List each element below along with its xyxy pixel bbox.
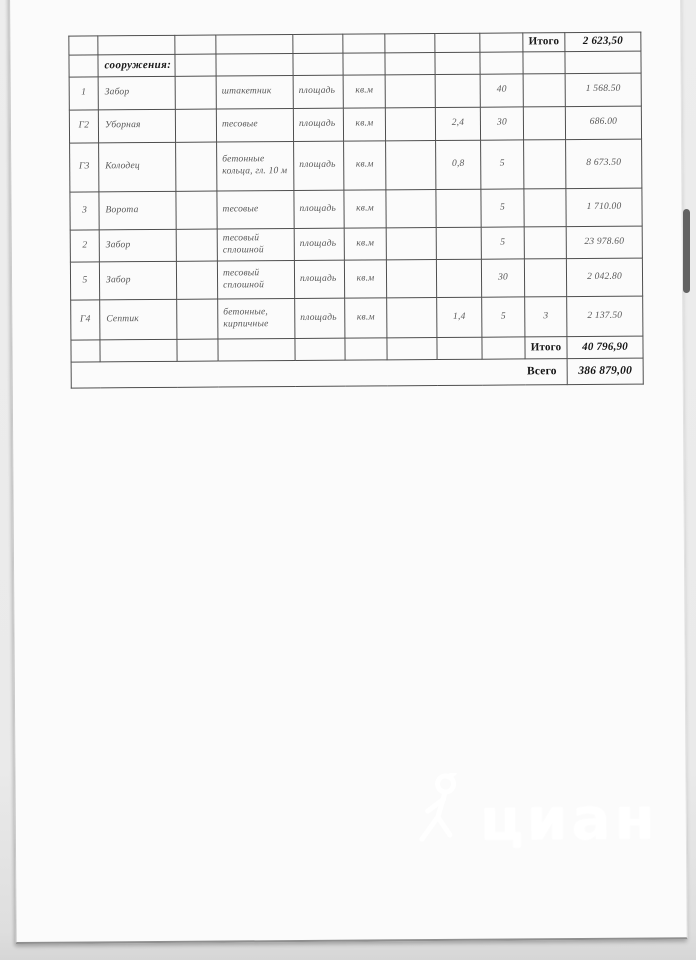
estimate-table: [68, 32, 643, 389]
cell-material: тесовые: [217, 191, 294, 230]
cell-height-value: 2,4: [435, 107, 480, 140]
table-row: [71, 358, 643, 388]
cell-blank: [175, 54, 216, 76]
cell-height-value: [436, 189, 481, 227]
cell-amount: 2 623,50: [565, 32, 641, 52]
table-row: [71, 296, 643, 340]
cell-item-no: [69, 55, 98, 77]
cell-unit: [343, 34, 385, 53]
cell-item-name: Уборная: [98, 109, 175, 143]
cell-item-no: [71, 340, 100, 362]
cell-length-value: 40: [480, 74, 523, 107]
cell-height-value: [435, 52, 480, 74]
table-row: [69, 73, 641, 110]
cell-metric-label: площадь: [294, 228, 344, 260]
cell-material: штакетник: [216, 76, 293, 110]
cell-item-no: 1: [69, 77, 98, 110]
cell-blank: [175, 109, 216, 142]
cell-unit: кв.м: [344, 260, 386, 298]
cell-material: [218, 339, 295, 362]
cell-unit: кв.м: [344, 141, 386, 190]
cell-blank: [387, 338, 437, 360]
cell-blank: [385, 75, 435, 108]
cell-item-name: Забор: [98, 76, 175, 110]
cell-height-value: [437, 337, 482, 359]
cell-count-value: [524, 189, 566, 227]
cell-material: бетонные кольца, гл. 10 м: [217, 142, 294, 192]
scanned-page: [9, 0, 688, 944]
cell-count-value: [524, 140, 566, 189]
cell-height-value: 1,4: [437, 297, 482, 337]
cell-material: [216, 54, 293, 77]
cell-blank: [386, 141, 436, 190]
table-row: [70, 139, 642, 192]
table-body: [69, 32, 643, 388]
cell-amount: 1 568.50: [565, 73, 641, 107]
cell-item-name: Забор: [99, 229, 176, 262]
cell-unit: [343, 53, 385, 75]
cell-amount: 40 796,90: [567, 336, 643, 359]
cell-blank: [177, 299, 218, 339]
scrollbar-thumb[interactable]: [683, 209, 690, 293]
cell-amount: 686.00: [565, 106, 641, 140]
table-container: [68, 32, 643, 389]
cell-material: тесовый сплошной: [217, 229, 294, 262]
cell-metric-label: площадь: [295, 298, 345, 338]
cell-metric-label: площадь: [294, 260, 344, 298]
cell-blank: [386, 228, 436, 260]
cell-amount: 2 042.80: [566, 258, 642, 297]
cell-blank: [387, 298, 437, 338]
cell-count-value: [523, 107, 565, 140]
cell-item-no: Г4: [71, 300, 100, 340]
cell-material: бетонные, кирпичные: [218, 299, 295, 340]
cell-count-value: [523, 74, 565, 107]
table-row: [70, 226, 642, 262]
cell-item-name: Колодец: [99, 142, 176, 192]
cell-blank: [177, 339, 218, 361]
cell-material: тесовые: [216, 109, 293, 143]
cell-material: тесовый сплошной: [217, 261, 294, 300]
cell-unit: кв.м: [344, 190, 386, 228]
cell-metric-label: [293, 53, 343, 75]
cell-metric-label: [293, 34, 343, 53]
watermark-text: циан: [479, 784, 659, 855]
table-row: [70, 258, 642, 300]
cell-unit: кв.м: [345, 298, 387, 338]
cell-height-value: [435, 74, 480, 107]
cell-height-value: [436, 259, 481, 297]
cell-length-value: 5: [481, 140, 524, 189]
cell-blank: [175, 35, 216, 54]
cell-item-name: Забор: [99, 261, 176, 300]
cell-item-name: [100, 339, 177, 362]
cell-blank: [385, 53, 435, 75]
cell-metric-label: площадь: [294, 190, 344, 228]
grand-total-amount: 386 879,00: [567, 358, 643, 385]
cell-height-value: [436, 227, 481, 259]
cian-watermark: [415, 771, 659, 855]
cell-blank: [176, 191, 217, 229]
cell-item-no: 2: [70, 230, 99, 262]
cell-length-value: 5: [482, 297, 525, 337]
cell-height-value: 0,8: [436, 140, 481, 189]
cell-height-value: [435, 33, 480, 52]
cell-count-value: [524, 227, 566, 259]
cell-unit: кв.м: [343, 75, 385, 108]
cell-amount: 8 673.50: [566, 139, 642, 189]
cell-length-value: 30: [481, 259, 524, 297]
cell-item-no: 3: [70, 192, 99, 230]
walking-person-icon: [415, 773, 468, 845]
cell-blank: [175, 76, 216, 109]
cell-metric-label: площадь: [293, 75, 343, 108]
cell-amount: [565, 51, 641, 74]
cell-metric-label: [295, 338, 345, 360]
cell-length-value: [480, 33, 523, 52]
cell-length-value: 30: [480, 107, 523, 140]
cell-unit: кв.м: [344, 228, 386, 260]
cell-amount: 23 978.60: [566, 226, 642, 259]
cell-blank: [385, 108, 435, 141]
cell-material: [216, 35, 293, 55]
cell-count-value: Итого: [523, 33, 565, 52]
cell-blank: [385, 34, 435, 53]
cell-item-name: Септик: [100, 299, 177, 340]
cell-metric-label: площадь: [294, 141, 344, 190]
cell-length-value: [482, 337, 525, 359]
cell-item-no: Г2: [69, 110, 98, 143]
cell-length-value: 5: [481, 189, 524, 227]
cell-item-name: [98, 35, 175, 55]
cell-unit: кв.м: [343, 108, 385, 141]
cell-item-no: [69, 36, 98, 55]
cell-item-name: сооружения:: [98, 54, 175, 77]
cell-amount: 1 710.00: [566, 188, 642, 227]
cell-metric-label: площадь: [293, 108, 343, 141]
cell-count-value: Итого: [525, 337, 567, 359]
cell-count-value: 3: [525, 297, 567, 337]
cell-length-value: 5: [481, 227, 524, 259]
cell-count-value: [524, 259, 566, 297]
cell-count-value: [523, 52, 565, 74]
cell-amount: 2 137.50: [567, 296, 643, 337]
cell-blank: [176, 142, 217, 191]
cell-item-name: Ворота: [99, 191, 176, 230]
cell-item-no: 5: [70, 262, 99, 300]
grand-total-label: Всего: [71, 359, 567, 388]
cell-blank: [386, 190, 436, 228]
cell-blank: [176, 229, 217, 261]
cell-unit: [345, 338, 387, 360]
cell-item-no: Г3: [70, 143, 99, 192]
cell-length-value: [480, 52, 523, 74]
cell-blank: [176, 261, 217, 299]
table-row: [70, 188, 642, 230]
cell-blank: [386, 260, 436, 298]
table-row: [69, 106, 641, 143]
